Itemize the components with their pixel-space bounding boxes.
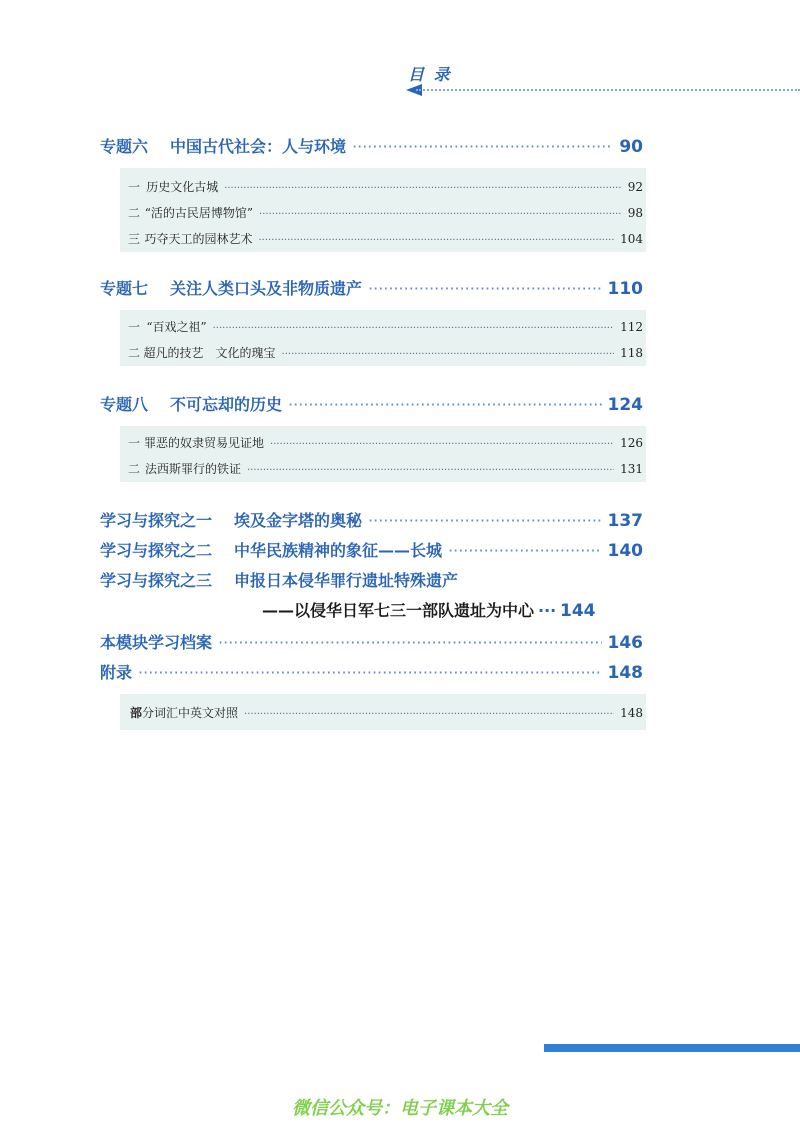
leader-dots — [538, 601, 556, 620]
item-label: 法西斯罪行的铁证 — [144, 462, 241, 476]
item-index: 二 — [128, 206, 141, 220]
item-label: “百戏之祖” — [146, 320, 207, 334]
leader-dots — [213, 323, 614, 334]
topic-number: 专题七 — [100, 279, 149, 298]
item-label — [130, 704, 238, 721]
topic-page: 110 — [607, 279, 643, 299]
study-label: 中华民族精神的象征——长城 — [234, 541, 443, 560]
toc-study-3-subtitle[interactable] — [262, 598, 643, 621]
toc-item[interactable] — [128, 460, 643, 477]
study-page: 144 — [560, 601, 596, 621]
leader-dots — [282, 349, 615, 360]
toc-item[interactable] — [128, 434, 643, 451]
item-page: 148 — [620, 706, 643, 720]
topic-page: 124 — [607, 395, 643, 415]
toc-study-2[interactable] — [100, 538, 643, 561]
toc-study-3[interactable] — [100, 568, 643, 591]
item-index: 一 — [128, 320, 141, 334]
item-label-rest: 分词汇中英文对照 — [142, 706, 239, 720]
leader-dots — [288, 395, 601, 414]
header-dotted-rule — [416, 89, 800, 91]
leader-dots — [138, 663, 601, 682]
study-page: 140 — [607, 541, 643, 561]
toc-archive[interactable] — [100, 630, 643, 653]
topic-label: 中国古代社会：人与环境 — [170, 137, 347, 156]
study-number: 学习与探究之一 — [100, 511, 213, 530]
leader-dots — [247, 465, 614, 476]
leader-dots — [259, 209, 622, 220]
appendix-page: 148 — [607, 663, 643, 683]
archive-page: 146 — [607, 633, 643, 653]
bottom-accent-bar — [544, 1044, 800, 1052]
leader-dots — [352, 137, 613, 156]
study-label: 申报日本侵华罪行遗址特殊遗产 — [234, 571, 459, 590]
item-page: 131 — [620, 462, 643, 476]
study-label: 埃及金字塔的奥秘 — [234, 511, 363, 530]
item-index: 二 — [128, 462, 141, 476]
item-index: 一 — [128, 180, 141, 194]
study-number: 学习与探究之三 — [100, 571, 213, 590]
item-label: 历史文化古城 — [146, 180, 219, 194]
appendix-label: 附录 — [100, 663, 133, 682]
leader-dots — [368, 511, 601, 530]
item-label: 超凡的技艺 文化的瑰宝 — [143, 346, 276, 360]
leader-dots — [218, 633, 601, 652]
toc-item[interactable] — [128, 318, 643, 335]
toc-item[interactable] — [128, 204, 643, 221]
toc-topic-7[interactable] — [100, 276, 643, 299]
toc-appendix[interactable] — [100, 660, 643, 683]
study-number: 学习与探究之二 — [100, 541, 213, 560]
footer-watermark: 微信公众号：电子课本大全 — [292, 1098, 508, 1119]
item-label-bold: 部 — [130, 706, 143, 720]
leader-dots — [224, 183, 622, 194]
item-label: 罪恶的奴隶贸易见证地 — [144, 436, 265, 450]
topic-label: 关注人类口头及非物质遗产 — [170, 279, 363, 298]
leader-dots — [244, 709, 614, 720]
toc-topic-8[interactable] — [100, 392, 643, 415]
item-page: 98 — [627, 206, 643, 220]
topic-page: 90 — [619, 137, 643, 157]
item-index: 三 — [128, 232, 141, 246]
study-subtitle: ——以侵华日军七三一部队遗址为中心 — [262, 601, 535, 620]
item-page: 112 — [620, 320, 643, 334]
topic-label: 不可忘却的历史 — [170, 395, 283, 414]
leader-dots — [368, 279, 601, 298]
study-page: 137 — [607, 511, 643, 531]
toc-item[interactable] — [128, 704, 643, 721]
toc-item[interactable] — [128, 230, 643, 247]
toc-study-1[interactable] — [100, 508, 643, 531]
toc-header-title: 目 录 — [408, 65, 452, 84]
archive-label: 本模块学习档案 — [100, 633, 213, 652]
item-label: “活的古民居博物馆” — [144, 206, 254, 220]
leader-dots — [259, 235, 615, 246]
item-page: 92 — [627, 180, 643, 194]
toc-topic-6[interactable] — [100, 134, 643, 157]
leader-dots — [270, 439, 614, 450]
topic-number: 专题八 — [100, 395, 149, 414]
item-index: 一 — [128, 436, 141, 450]
toc-item[interactable] — [128, 344, 643, 361]
item-page: 126 — [620, 436, 643, 450]
item-page: 118 — [620, 346, 643, 360]
toc-item[interactable] — [128, 178, 643, 195]
leader-dots — [448, 541, 601, 560]
item-page: 104 — [620, 232, 643, 246]
item-index: 二 — [128, 346, 141, 360]
topic-number: 专题六 — [100, 137, 149, 156]
item-label: 巧夺天工的园林艺术 — [144, 232, 253, 246]
